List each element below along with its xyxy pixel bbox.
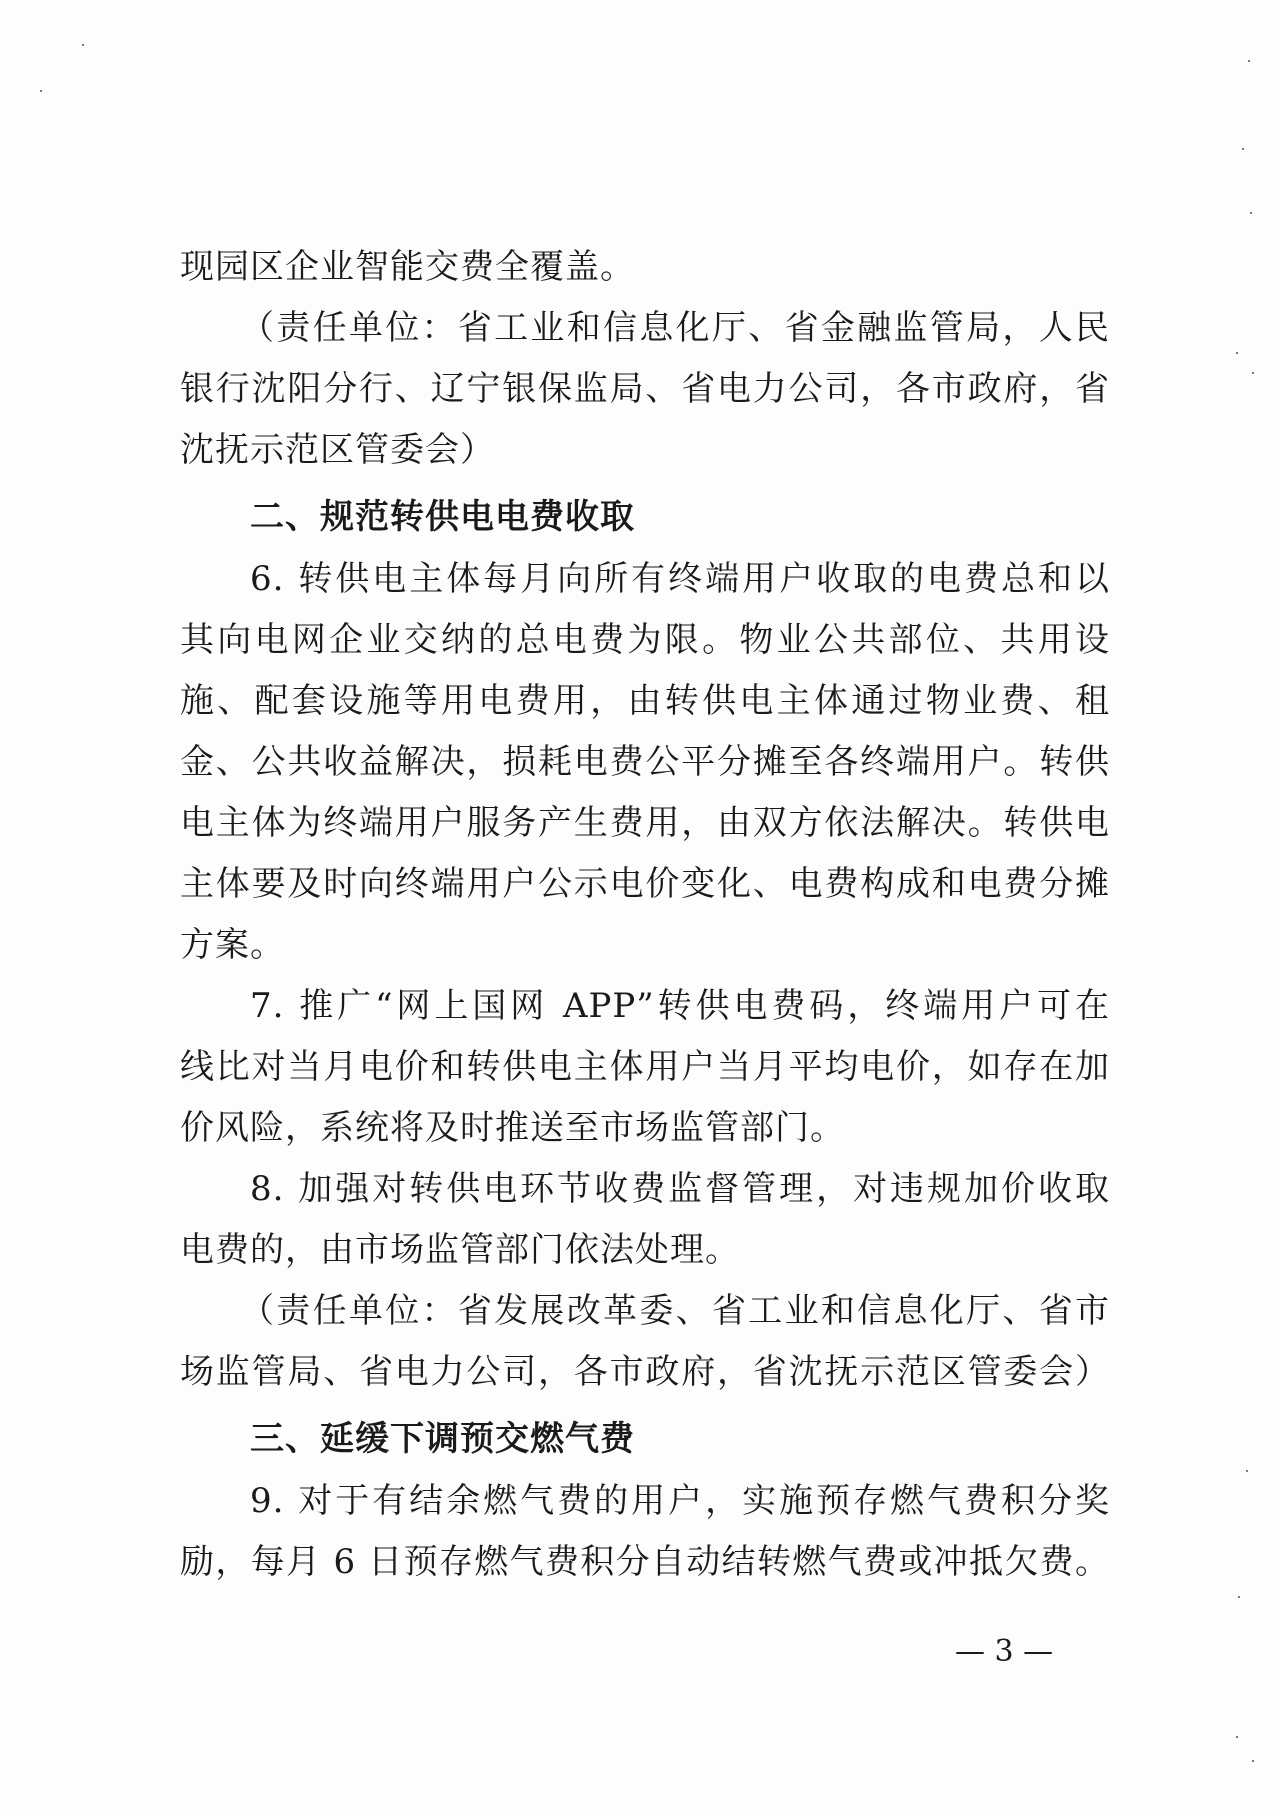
paragraph-line: 8. 加强对转供电环节收费监督管理，对违规加价收取 — [250, 1169, 1110, 1209]
paragraph-line: 6. 转供电主体每月向所有终端用户收取的电费总和以 — [250, 559, 1110, 599]
scan-speck — [1242, 148, 1244, 150]
paragraph-line: 施、配套设施等用电费用，由转供电主体通过物业费、租 — [180, 681, 1110, 721]
responsibility-note-line: （责任单位：省发展改革委、省工业和信息化厅、省市 — [240, 1291, 1110, 1331]
paragraph-line: 其向电网企业交纳的总电费为限。物业公共部位、共用设 — [180, 620, 1110, 660]
paragraph-line: 励，每月 6 日预存燃气费积分自动结转燃气费或冲抵欠费。 — [180, 1542, 1110, 1582]
scan-speck — [1236, 1736, 1238, 1738]
paragraph-line: 现园区企业智能交费全覆盖。 — [180, 247, 635, 287]
scan-speck — [40, 90, 42, 92]
scan-speck — [1246, 1470, 1248, 1472]
paragraph-line: 价风险，系统将及时推送至市场监管部门。 — [180, 1108, 845, 1148]
section-heading-3: 三、延缓下调预交燃气费 — [250, 1419, 635, 1459]
scan-speck — [82, 44, 84, 46]
responsibility-note-line: 银行沈阳分行、辽宁银保监局、省电力公司，各市政府，省 — [180, 369, 1110, 409]
scan-speck — [1252, 372, 1254, 374]
scan-speck — [1236, 352, 1238, 354]
scan-speck — [1252, 1760, 1254, 1762]
paragraph-line: 金、公共收益解决，损耗电费公平分摊至各终端用户。转供 — [180, 742, 1110, 782]
responsibility-note-line: 沈抚示范区管委会） — [180, 430, 495, 470]
responsibility-note-line: （责任单位：省工业和信息化厅、省金融监管局，人民 — [240, 308, 1110, 348]
responsibility-note-line: 场监管局、省电力公司，各市政府，省沈抚示范区管委会） — [180, 1352, 1110, 1392]
paragraph-line: 电主体为终端用户服务产生费用，由双方依法解决。转供电 — [180, 803, 1110, 843]
paragraph-line: 电费的，由市场监管部门依法处理。 — [180, 1230, 740, 1270]
paragraph-line: 9. 对于有结余燃气费的用户，实施预存燃气费积分奖 — [250, 1481, 1110, 1521]
paragraph-line: 7. 推广“网上国网 APP”转供电费码，终端用户可在 — [250, 986, 1110, 1026]
scan-speck — [1238, 1596, 1240, 1598]
page-number: — 3 — — [955, 1634, 1054, 1669]
section-heading-2: 二、规范转供电电费收取 — [250, 497, 635, 537]
paragraph-line: 线比对当月电价和转供电主体用户当月平均电价，如存在加 — [180, 1047, 1110, 1087]
scan-speck — [1250, 212, 1252, 214]
scan-speck — [1248, 60, 1250, 62]
paragraph-line: 主体要及时向终端用户公示电价变化、电费构成和电费分摊 — [180, 864, 1110, 904]
paragraph-line: 方案。 — [180, 925, 285, 965]
